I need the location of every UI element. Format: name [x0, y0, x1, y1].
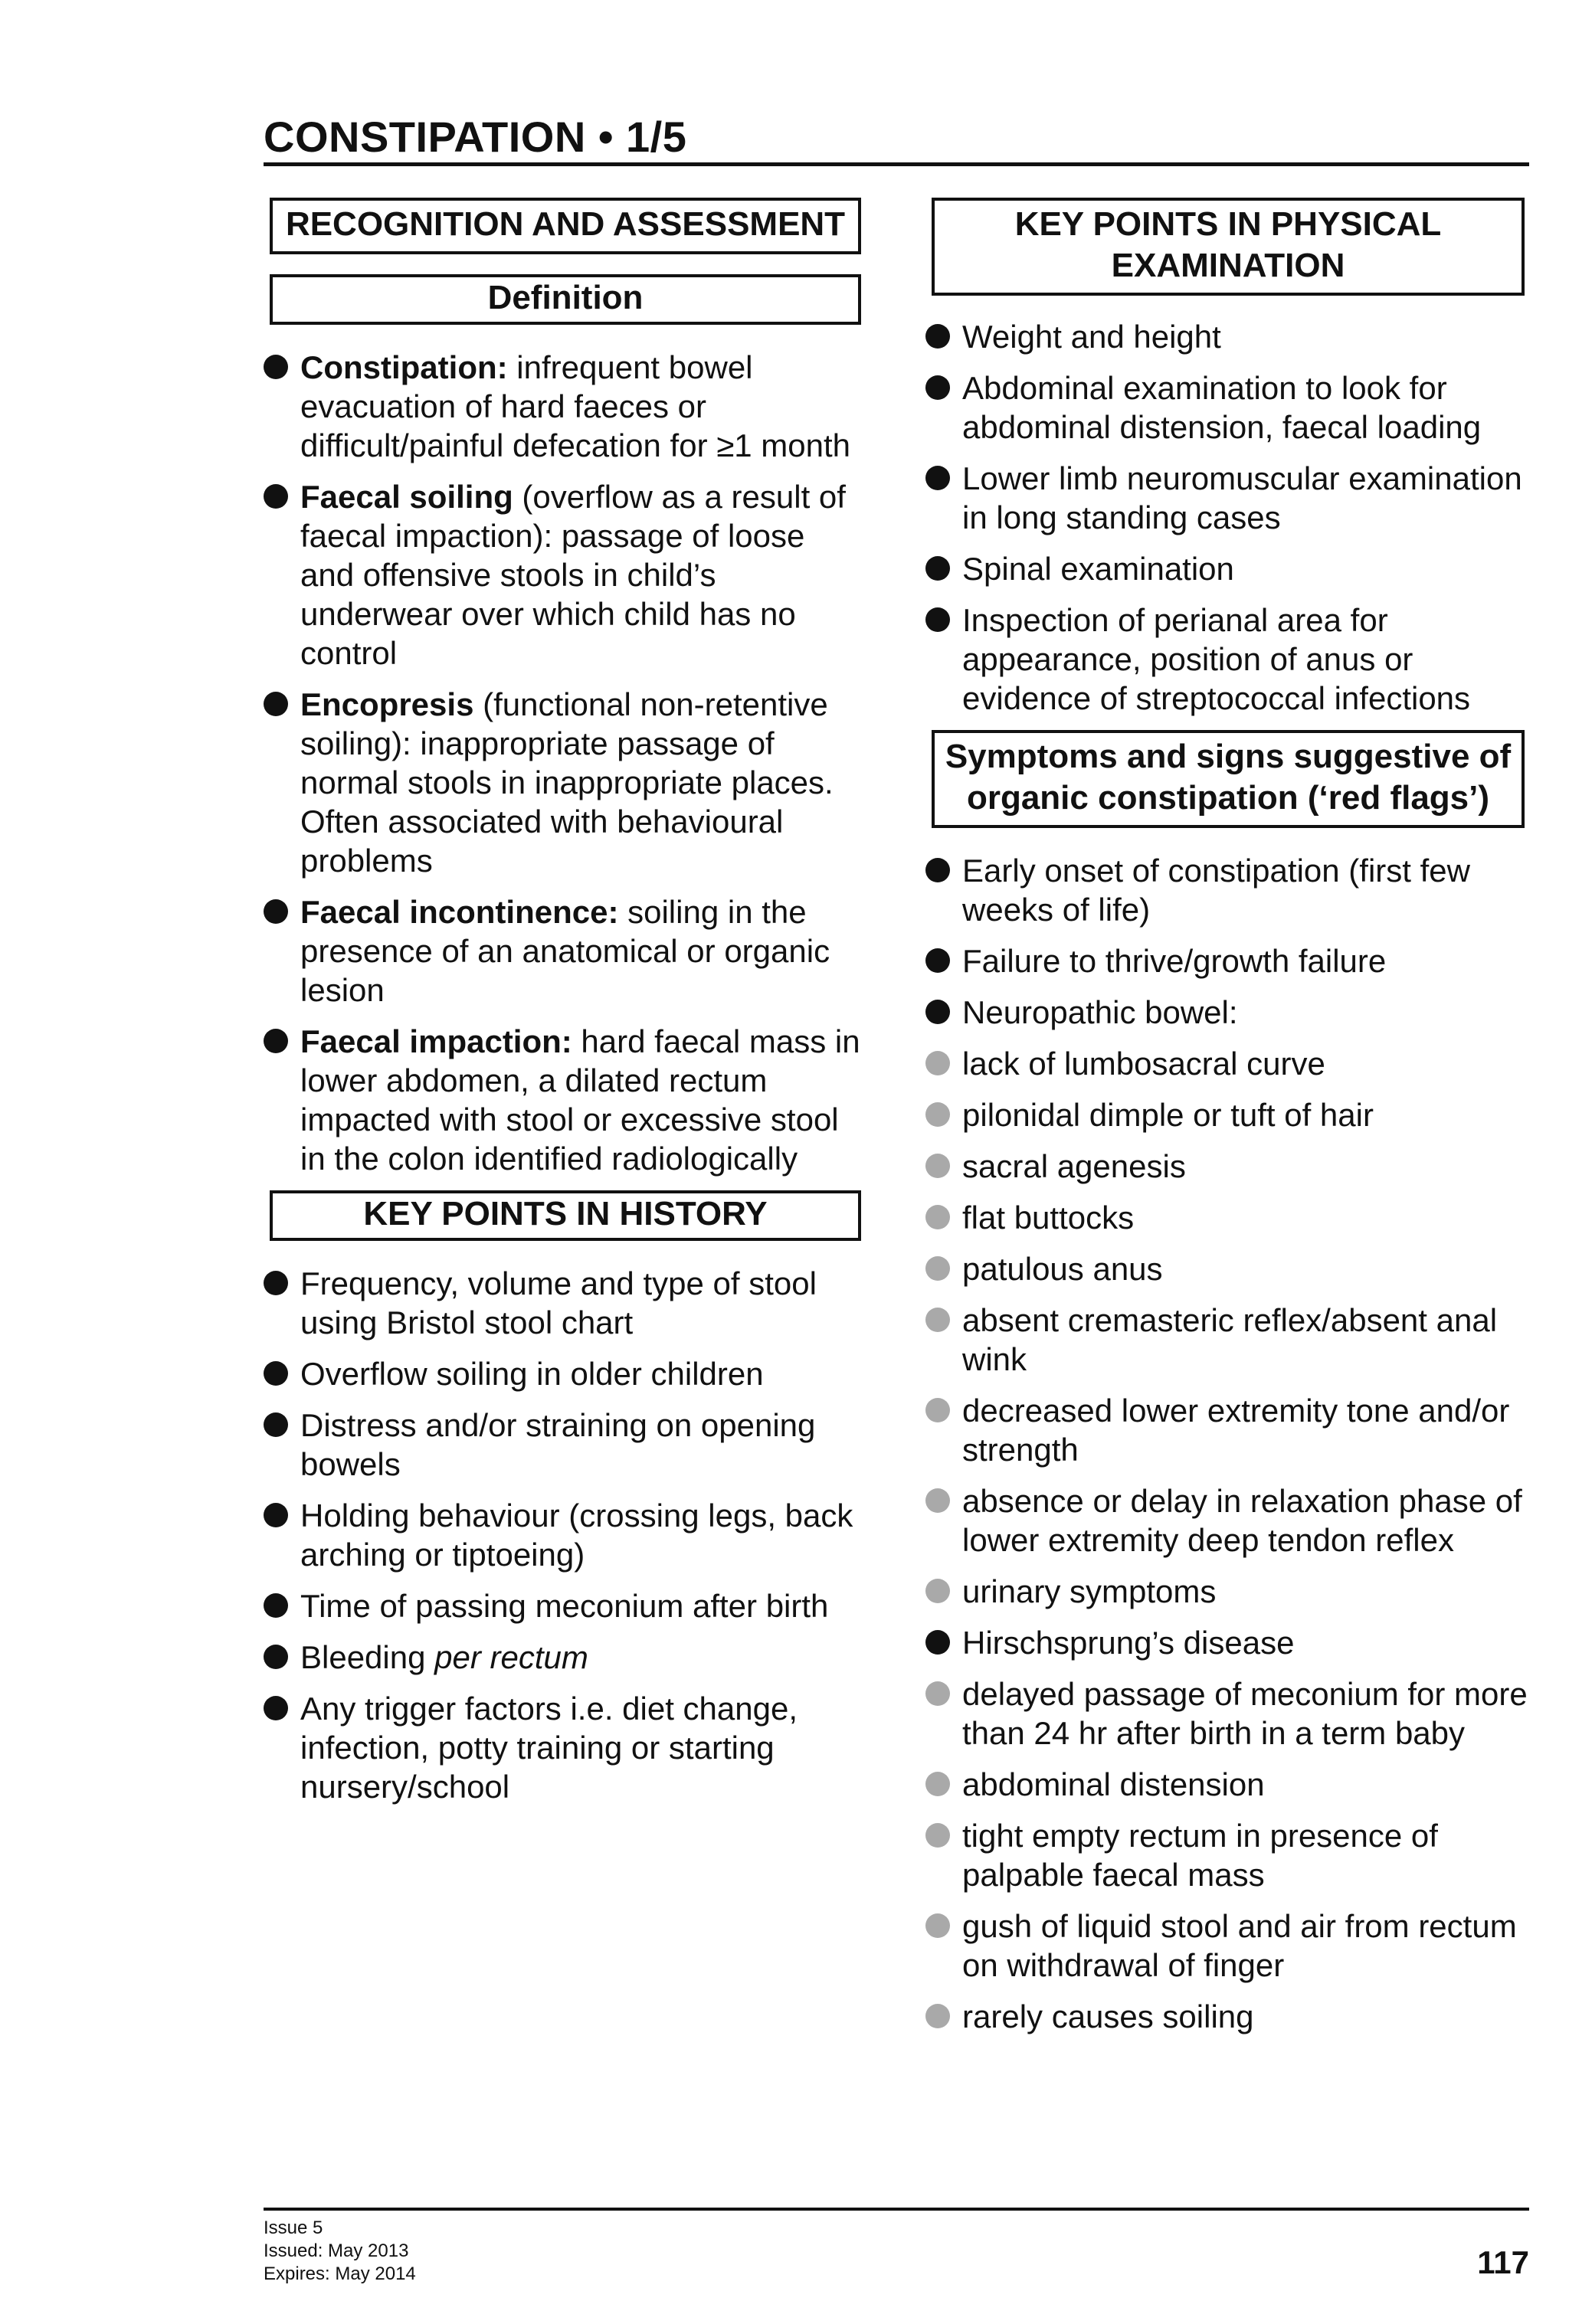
red-flag-item: Hirschsprung’s disease	[925, 1623, 1531, 1662]
history-heading: KEY POINTS IN HISTORY	[363, 1195, 768, 1232]
bullet-icon	[264, 1503, 288, 1527]
history-item: Any trigger factors i.e. diet change, infection, potty training or starting nursery/school	[264, 1689, 861, 1806]
exam-heading: KEY POINTS IN PHYSICAL EXAMINATION	[1014, 205, 1442, 284]
footer-issue-info	[264, 2217, 416, 2286]
expiry-date: Expires: May 2014	[264, 2263, 416, 2284]
recognition-heading: RECOGNITION AND ASSESSMENT	[285, 205, 846, 243]
bullet-icon	[925, 556, 950, 581]
red-flags-heading-box	[932, 730, 1525, 828]
exam-heading-box	[932, 198, 1525, 296]
red-flag-subitem: urinary symptoms	[925, 1572, 1531, 1611]
definition-item: Constipation: infrequent bowel evacuation of hard faeces or difficult/painful defecation for ≥1 month	[264, 348, 861, 465]
bullet-icon	[264, 1696, 288, 1720]
bullet-icon	[925, 466, 950, 490]
red-flag-subitem: delayed passage of meconium for more than 24 hr after birth in a term baby	[925, 1674, 1531, 1753]
grey-bullet-icon	[925, 1308, 950, 1332]
page-number: 117	[1477, 2244, 1529, 2280]
red-flag-subitem: abdominal distension	[925, 1765, 1531, 1804]
red-flag-subitem: absent cremasteric reflex/absent anal wink	[925, 1301, 1531, 1379]
grey-bullet-icon	[925, 1772, 950, 1796]
red-flags-list	[925, 851, 1531, 2036]
issued-date: Issued: May 2013	[264, 2241, 409, 2261]
red-flag-item: Neuropathic bowel:	[925, 993, 1531, 1032]
history-item: Distress and/or straining on opening bowels	[264, 1406, 861, 1484]
title-divider	[264, 162, 1529, 166]
bullet-icon	[925, 1000, 950, 1024]
exam-item: Lower limb neuromuscular examination in long standing cases	[925, 459, 1531, 537]
issue-number: Issue 5	[264, 2218, 323, 2238]
bullet-icon	[925, 324, 950, 349]
exam-item: Weight and height	[925, 317, 1531, 356]
grey-bullet-icon	[925, 1051, 950, 1075]
grey-bullet-icon	[925, 1913, 950, 1938]
bullet-icon	[264, 1271, 288, 1295]
recognition-heading-box	[270, 198, 861, 254]
definition-list	[264, 348, 861, 1178]
history-item: Time of passing meconium after birth	[264, 1586, 861, 1625]
bullet-icon	[264, 484, 288, 509]
red-flag-subitem: gush of liquid stool and air from rectum on withdrawal of finger	[925, 1907, 1531, 1985]
bullet-icon	[264, 1593, 288, 1618]
red-flag-subitem: absence or delay in relaxation phase of lower extremity deep tendon reflex	[925, 1481, 1531, 1560]
red-flag-subitem: tight empty rectum in presence of palpable faecal mass	[925, 1816, 1531, 1894]
left-column	[264, 198, 861, 1818]
bullet-icon	[264, 1412, 288, 1437]
exam-item: Abdominal examination to look for abdominal distension, faecal loading	[925, 368, 1531, 447]
grey-bullet-icon	[925, 1102, 950, 1127]
grey-bullet-icon	[925, 2004, 950, 2028]
red-flag-subitem: rarely causes soiling	[925, 1997, 1531, 2036]
page-title: CONSTIPATION • 1/5	[264, 113, 687, 161]
definition-heading: Definition	[487, 279, 644, 316]
red-flag-subitem: decreased lower extremity tone and/or strength	[925, 1391, 1531, 1469]
red-flag-subitem: lack of lumbosacral curve	[925, 1044, 1531, 1083]
history-item: Frequency, volume and type of stool using Bristol stool chart	[264, 1264, 861, 1342]
history-item: Overflow soiling in older children	[264, 1354, 861, 1393]
definition-item: Encopresis (functional non-retentive soiling): inappropriate passage of normal stools in inappropriate places. Often associated with behavioural problems	[264, 685, 861, 880]
definition-item: Faecal soiling (overflow as a result of faecal impaction): passage of loose and offensive stools in child’s underwear over which child has no control	[264, 477, 861, 673]
history-heading-box	[270, 1190, 861, 1241]
history-item: Holding behaviour (crossing legs, back arching or tiptoeing)	[264, 1496, 861, 1574]
grey-bullet-icon	[925, 1823, 950, 1848]
grey-bullet-icon	[925, 1681, 950, 1706]
footer-divider	[264, 2208, 1529, 2211]
exam-item: Inspection of perianal area for appearance, position of anus or evidence of streptococcal infections	[925, 601, 1531, 718]
definition-item: Faecal incontinence: soiling in the presence of an anatomical or organic lesion	[264, 892, 861, 1010]
bullet-icon	[264, 899, 288, 924]
definition-heading-box	[270, 274, 861, 325]
red-flag-item: Early onset of constipation (first few weeks of life)	[925, 851, 1531, 929]
bullet-icon	[264, 355, 288, 379]
red-flags-heading: Symptoms and signs suggestive of organic constipation (‘red flags’)	[945, 738, 1512, 817]
red-flag-subitem: sacral agenesis	[925, 1147, 1531, 1186]
definition-item: Faecal impaction: hard faecal mass in lower abdomen, a dilated rectum impacted with stool or excessive stool in the colon identified radiologically	[264, 1022, 861, 1178]
bullet-icon	[264, 1361, 288, 1386]
grey-bullet-icon	[925, 1398, 950, 1422]
red-flag-item: Failure to thrive/growth failure	[925, 941, 1531, 980]
bullet-icon	[925, 1630, 950, 1655]
bullet-icon	[925, 607, 950, 632]
grey-bullet-icon	[925, 1256, 950, 1281]
exam-item: Spinal examination	[925, 549, 1531, 588]
red-flag-subitem: pilonidal dimple or tuft of hair	[925, 1095, 1531, 1134]
right-column	[925, 198, 1531, 2048]
bullet-icon	[264, 1029, 288, 1053]
red-flag-subitem: flat buttocks	[925, 1198, 1531, 1237]
grey-bullet-icon	[925, 1579, 950, 1603]
bullet-icon	[925, 375, 950, 400]
bullet-icon	[264, 1645, 288, 1669]
bullet-icon	[925, 948, 950, 973]
bullet-icon	[925, 858, 950, 882]
history-list	[264, 1264, 861, 1806]
grey-bullet-icon	[925, 1154, 950, 1178]
bullet-icon	[264, 692, 288, 716]
grey-bullet-icon	[925, 1205, 950, 1229]
grey-bullet-icon	[925, 1488, 950, 1513]
red-flag-subitem: patulous anus	[925, 1249, 1531, 1288]
exam-list	[925, 317, 1531, 718]
history-item: Bleeding per rectum	[264, 1638, 861, 1677]
